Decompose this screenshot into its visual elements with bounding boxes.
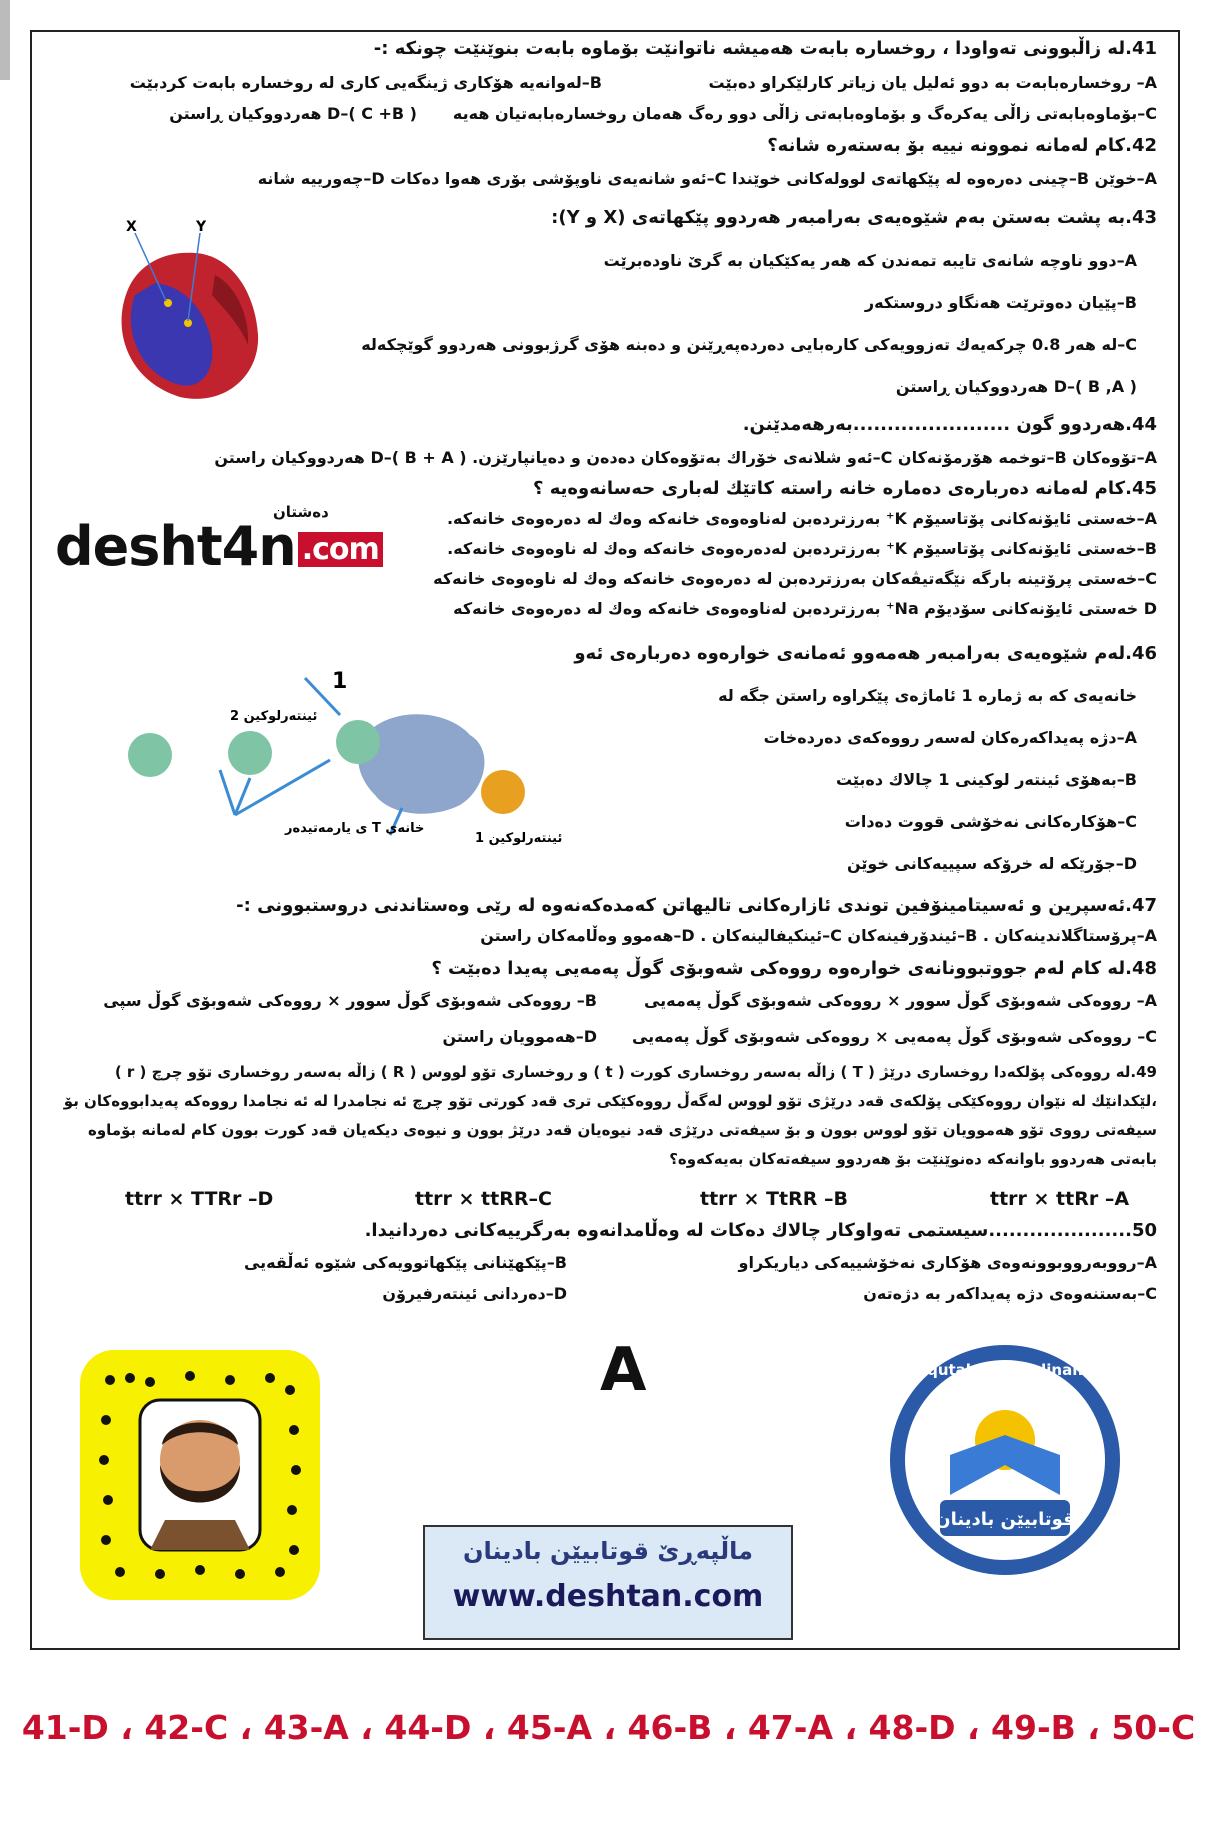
label-helper-t: خانەی T ی یارمەتیدەر	[285, 821, 425, 836]
question-43: 43.بە پشت بەستن بەم شێوەیەی بەرامبەر هەردوو پێکهاتەی (X و Y):	[551, 207, 1157, 228]
badge-art	[890, 1345, 1120, 1575]
q43-option-b: B–پێیان دەوترێت هەنگاو دروستکەر	[864, 293, 1137, 312]
q46-option-c: C–هۆکارەکانی نەخۆشی قووت دەدات	[844, 812, 1137, 831]
q50-option-d: D–دەردانی ئینتەرفیرۆن	[382, 1284, 567, 1303]
q46-option-d: D–جۆرێکە لە خرۆکە سپییەکانی خوێن	[846, 854, 1137, 873]
q50-option-c: C–بەستنەوەی دژە پەیداکەر بە دژەتەن	[863, 1284, 1157, 1303]
badge-bottom-text: قوتابیێن بادینان	[935, 1509, 1075, 1530]
label-x: X	[126, 219, 137, 235]
pathogen	[481, 770, 525, 814]
logo-small: دەشتان	[273, 503, 329, 521]
question-45: 45.کام لەمانە دەربارەی دەمارە خانە راستە کاتێك لەباری حەسانەوەیە ؟	[533, 478, 1157, 499]
question-47: 47.ئەسپرین و ئەسیتامینۆفین توندی ئازارەکانی تالیهاتن کەمدەکەنەوە لە رێی وەستاندنی دروستبوونی :-	[236, 895, 1157, 916]
q48-option-b: B– رووەکی شەوبۆی گوڵ سوور × رووەکی شەوبۆی گوڵ سپی	[103, 991, 597, 1010]
q42-options: A–خوێن B–چینی دەرەوە لە پێکهاتەی لوولەکانی خوێندا C–ئەو شانەیەی ناوپۆشی بۆری هەوا دەکات D–چەورییە شانە	[257, 169, 1157, 188]
qutabyen-badinan-badge	[890, 1345, 1120, 1575]
q46-option-b: B–بەهۆی ئینتەر لوکینی 1 چالاك دەبێت	[835, 770, 1137, 789]
label-1: 1	[332, 669, 348, 694]
label-y: Y	[196, 219, 207, 235]
page-edge-tab	[0, 0, 10, 80]
question-44: 44.هەردوو گون .......................بەرهەمدێنن.	[742, 414, 1157, 435]
label-il1: ئینتەرلوکین 1	[475, 831, 563, 846]
label-il2: ئینتەرلوکین 2	[230, 709, 318, 724]
immune-diagram	[90, 660, 563, 860]
logo-com: .com	[298, 532, 383, 567]
answer-key: 41-D ، 42-C ، 43-A ، 44-D ، 45-A ، 46-B ، 47-A ، 48-D ، 49-B ، 50-C	[21, 1708, 1196, 1747]
q46-option-a: A–دژە پەیداکەرەکان لەسەر رووەکەی دەردەخات	[763, 728, 1137, 747]
q45-option-d: D خەستی ئایۆنەکانی سۆدیۆم Na⁺ بەرزتردەبن لەناوەوەی خانەکە وەك لە دەرەوەی خانەکە	[453, 599, 1157, 618]
q47-options: A–پرۆستاگلاندینەکان . B–ئیندۆرفینەکان C–ئینکیفالینەکان . D–هەموو وەڵامەکان راستن	[480, 926, 1157, 945]
exam-version-letter: A	[600, 1335, 647, 1405]
q50-option-a: A–رووبەرووبوونەوەی هۆکاری نەخۆشییەکی دیاریکراو	[738, 1253, 1157, 1272]
logo-main: desht4n	[55, 515, 296, 578]
t-cell-1	[128, 733, 172, 777]
q48-option-c: C– رووەکی شەوبۆی گوڵ پەمەیی × رووەکی شەوبۆی گوڵ پەمەیی	[631, 1027, 1157, 1046]
q44-options: A–تۆوەکان B–توخمە هۆرمۆنەکان C–ئەو شلانەی خۆراك بەتۆوەکان دەدەن و دەیانپارێزن. D–( B + A ) هەردووکیان راستن	[214, 448, 1157, 467]
website-url[interactable]: www.deshtan.com	[452, 1579, 764, 1614]
badge-top-text: qutabyen_badinan	[927, 1361, 1083, 1379]
question-46: 46.لەم شێوەیەی بەرامبەر هەمەوو ئەمانەی خوارەوە دەربارەی ئەو	[574, 643, 1157, 664]
t-cell-2	[228, 731, 272, 775]
q43-option-d: D–( B ,A ) هەردووکیان ڕاستن	[895, 377, 1137, 396]
q49-option-a: ttrr × ttRr –A	[990, 1188, 1130, 1210]
q41-option-b: B–لەوانەیە هۆکاری ژینگەیی کاری لە روخسارە بابەت کردبێت	[129, 73, 602, 92]
question-50: 50.....................سیستمی تەواوکار چالاك دەکات لە وەڵامدانەوە بەرگرییەکانی دەردانیدا.	[364, 1220, 1157, 1241]
q41-option-d: D–( C +B ) هەردووکیان ڕاستن	[169, 104, 417, 123]
question-42: 42.کام لەمانە نموونە نییە بۆ بەستەرە شانە؟	[767, 135, 1157, 156]
q50-option-b: B–پێکهێنانی پێکهاتوویەکی شێوە ئەڵقەیی	[243, 1253, 567, 1272]
website-box	[423, 1525, 793, 1640]
q45-option-b: B–خەستی ئایۆنەکانی پۆتاسیۆم K⁺ بەرزتردەبن لەدەرەوەی خانەکە وەك لە ناوەوەی خانەکە.	[447, 539, 1157, 558]
q43-option-a: A–دوو ناوچە شانەی تایبە تمەندن کە هەر یەکێکیان بە گرێ ناودەبرێت	[603, 251, 1137, 270]
q45-option-c: C–خەستی پرۆتینە بارگە نێگەتیڤەکان بەرزتردەبن لە دەرەوەی خانەکە وەك لە ناوەوەی خانەکە	[433, 569, 1157, 588]
q48-option-d: D–هەموویان راستن	[442, 1027, 597, 1046]
q41-option-c: C–بۆماوەبابەتی زاڵی یەکرەگ و بۆماوەبابەتی زاڵی دوو رەگ هەمان روخسارەبابەتیان هەیە	[452, 104, 1157, 123]
t-cell-3	[336, 720, 380, 764]
q43-option-c: C–لە هەر 0.8 چرکەیەك تەزوویەکی کارەبایی دەردەپەڕێنن و دەبنە هۆی گرژبوونی هەردوو گوێچکەلە	[361, 335, 1137, 354]
q46-subtitle: خانەیەی کە بە ژمارە 1 ئاماژەی پێکراوە راستن جگە لە	[718, 686, 1137, 705]
website-title: ماڵپەڕێ قوتابیێن بادینان	[463, 1537, 753, 1565]
q45-option-a: A–خەستی ئایۆنەکانی پۆتاسیۆم K⁺ بەرزتردەبن لەناوەوەی خانەکە وەك لە دەرەوەی خانەکە.	[446, 509, 1157, 528]
question-41: 41.له زاڵبوونی تەواودا ، روخسارە بابەت هەمیشە ناتوانێت بۆماوە بابەت بنوێنێت چونکە :-	[373, 38, 1157, 59]
desht4n-logo	[55, 503, 383, 578]
snapcode-pattern	[80, 1350, 320, 1600]
snapcode	[80, 1350, 320, 1600]
q49-option-b: ttrr × TtRR –B	[700, 1188, 848, 1210]
q49-option-d: ttrr × TTRr –D	[125, 1188, 274, 1210]
question-48: 48.لە کام لەم جووتبوونانەی خوارەوە رووەکی شەوبۆی گوڵ پەمەیی پەیدا دەبێت ؟	[431, 958, 1157, 979]
q41-option-a: A– روخسارەبابەت بە دوو ئەلیل یان زیاتر کارلێکراو دەبێت	[708, 73, 1157, 92]
heart-diagram	[100, 215, 270, 405]
q49-option-c: ttrr × ttRR–C	[415, 1188, 552, 1210]
question-49: 49.لە رووەکی پۆلکەدا روخساری درێژ ( T ) زاڵە بەسەر روخساری کورت ( t ) و روخساری تۆو لووس ( R ) زاڵە بەسەر روخساری تۆو چرچ ( r ) ،لێکدانێك لە نێوان رووەکێکی پۆلکەی قەد درێژی تۆو لووس لەگەڵ رووەکێکی تری قەد کورتی تۆو چرچ ئە نجامدرا لە ئە نجامدا رووەکە پەیدابووەکان بۆ سیفەتی رووی تۆو هەموویان تۆو لووس بوون و بۆ سیفەتی درێژی قەد نیوەیان قەد درێژ بوون و نیوەی دیکەیان قەد کورت بوون کام لەمانە بۆماوە بابەتی هەردوو باوانەکە دەنوێنێت بۆ هەردوو سیفەتەکان بەیەکەوە؟	[63, 1063, 1157, 1168]
q48-option-a: A– رووەکی شەوبۆی گوڵ سوور × رووەکی شەوبۆی گوڵ پەمەیی	[643, 991, 1157, 1010]
